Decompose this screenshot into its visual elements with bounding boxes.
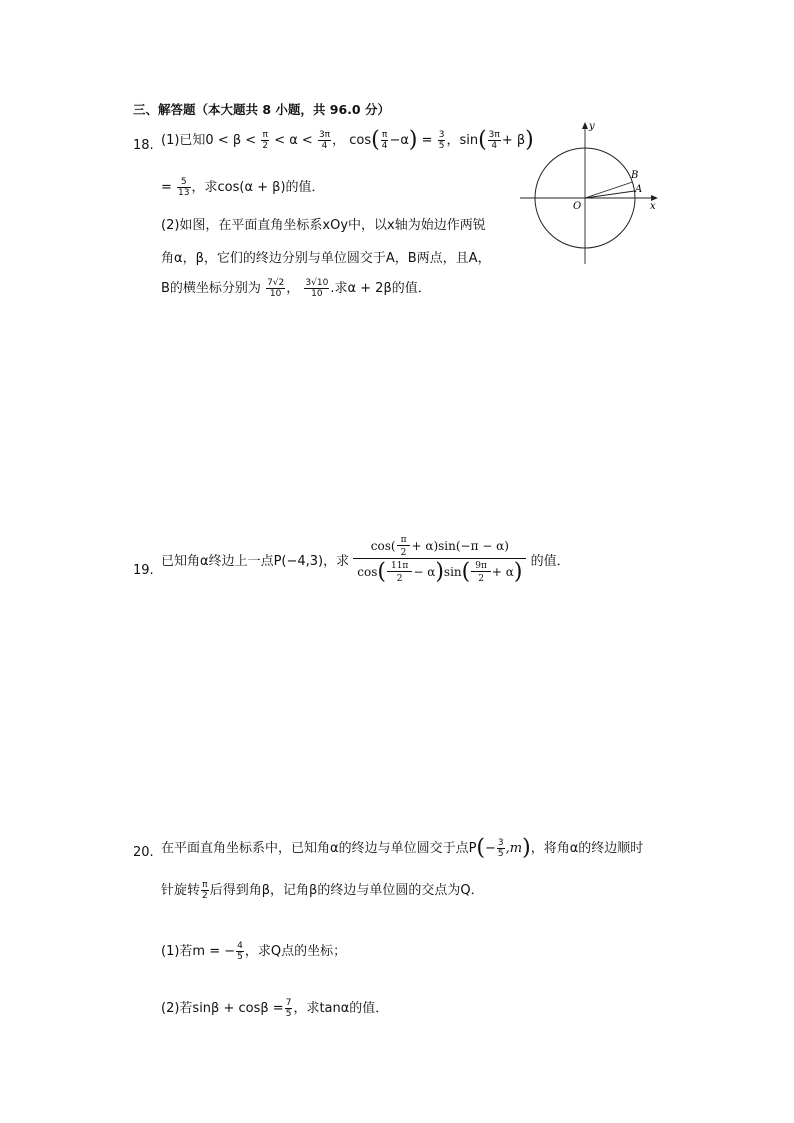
- label-a: A: [635, 184, 643, 195]
- label-y: y: [589, 121, 595, 132]
- q18-p1-ask: ，求cos(α + β)的值．: [191, 180, 325, 195]
- fraction-3pi-over-4: $\frac{3\pi}{4}$: [318, 130, 331, 151]
- fraction-3pi-over-4-b: $\frac{3\pi}{4}$: [488, 130, 500, 151]
- q18-p1-sin: ，sin: [446, 133, 479, 148]
- ray-oa: [585, 191, 635, 198]
- question-20-number: 20.: [133, 845, 154, 860]
- label-x: x: [650, 201, 656, 212]
- q20-part1: (1)若m = − $\frac{4}{5}$ ，求Q点的坐标；: [161, 941, 347, 962]
- section-title: 三、解答题（本大题共 8 小题，共 96.0 分）: [133, 102, 390, 117]
- question-18-number: 18.: [133, 138, 154, 153]
- fraction-5-over-13: $\frac{5}{13}$: [178, 177, 190, 198]
- fraction-pi-over-4: $\frac{\pi}{4}$: [381, 130, 388, 151]
- q18-part2-line1: (2)如图，在平面直角坐标系xOy中，以x轴为始边作两锐: [161, 218, 486, 233]
- q18-p1-lt1: < α <: [274, 133, 313, 148]
- y-axis-arrow: [582, 122, 588, 129]
- q19-text-b: 的值．: [530, 554, 570, 569]
- q20-part2: (2)若sinβ + cosβ = $\frac{7}{5}$ ，求tanα的值．: [161, 998, 389, 1019]
- q18-part1-line1: (1)已知0 < β < $\frac{\pi}{2}$ < α < $\frac{3\pi}{4}$ ， cos( $\frac{\pi}{4}$ −α) = $\frac{3}{5}$ ，sin( $\frac{3\pi}{4}$ + β): [161, 127, 534, 153]
- q18-p1-cos: cos: [349, 133, 372, 148]
- question-19-number: 19.: [133, 563, 154, 578]
- q19-text-a: 已知角α终边上一点P(−4,3)，求: [161, 554, 350, 569]
- q18-part2-line3: B的横坐标分别为 $\frac{7√2}{10}$ ， $\frac{3√10}{10}$ .求α + 2β的值．: [161, 278, 431, 299]
- q20-line1: 在平面直角坐标系中，已知角α的终边与单位圆交于点P(− $\frac{3}{5}$ ,m)，将角α的终边顺时: [161, 835, 644, 861]
- fraction-3root10-over-10: $\frac{3√10}{10}$: [305, 278, 329, 299]
- q19-text: [161, 535, 570, 584]
- fraction-3-over-5: $\frac{3}{5}$: [438, 130, 445, 151]
- label-b: B: [631, 170, 639, 181]
- fraction-7root2-over-10: $\frac{7√2}{10}$: [267, 278, 285, 299]
- q18-part1-line2: = $\frac{5}{13}$ ，求cos(α + β)的值．: [161, 177, 325, 198]
- q19-expression: [353, 535, 526, 584]
- label-o: O: [573, 201, 582, 212]
- fraction-pi-over-2: $\frac{\pi}{2}$: [262, 130, 269, 151]
- q19-denominator: cos( $\frac{11\pi}{2}$ − α)sin( $\frac{9\pi}{2}$ + α): [353, 558, 526, 584]
- q20-line2: 针旋转 $\frac{\pi}{2}$ 后得到角β，记角β的终边与单位圆的交点为Q．: [161, 880, 484, 901]
- unit-circle-figure: [518, 116, 663, 266]
- q18-part2-line2: 角α，β，它们的终边分别与单位圆交于A，B两点，且A，: [161, 251, 491, 266]
- ray-ob: [585, 182, 633, 198]
- q19-numerator: cos( $\frac{\pi}{2}$ + α)sin(−π − α): [370, 535, 509, 558]
- q18-p1-lead: (1)已知0 < β <: [161, 133, 257, 148]
